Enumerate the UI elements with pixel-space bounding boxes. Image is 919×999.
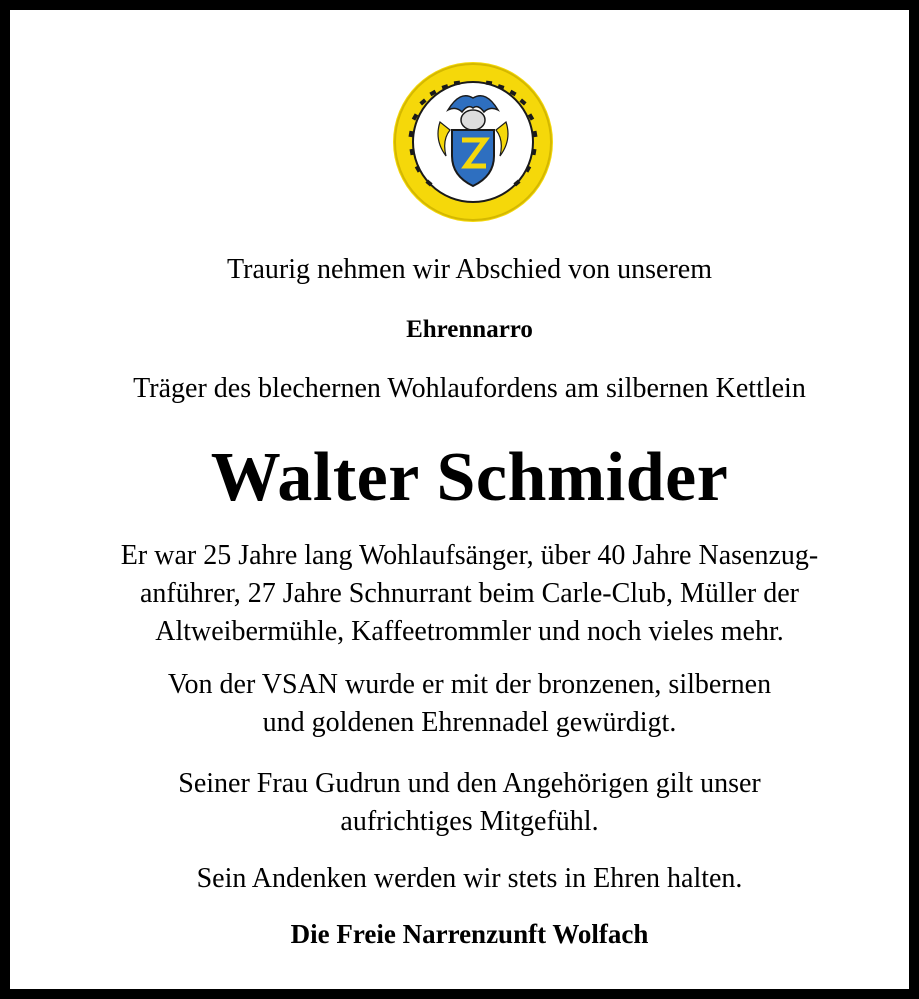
guild-emblem-seal: [390, 60, 556, 224]
career-line: Er war 25 Jahre lang Wohlaufsänger, über 40 Jahre Nasenzug-: [120, 540, 819, 571]
career-line: Altweibermühle, Kaffeetrommler und noch vieles mehr.: [155, 616, 784, 647]
intro-line: Traurig nehmen wir Abschied von unserem: [227, 254, 712, 285]
condolence-paragraph: [10, 765, 919, 841]
career-paragraph: [10, 537, 919, 651]
order-line: Träger des blechernen Wohlaufordens am silbernen Kettlein: [133, 373, 806, 404]
honors-line: und goldenen Ehrennadel gewürdigt.: [262, 707, 677, 738]
memory-line: Sein Andenken werden wir stets in Ehren halten.: [196, 863, 743, 894]
career-line: anführer, 27 Jahre Schnurrant beim Carle-Club, Müller der: [140, 578, 799, 609]
signature: Die Freie Narrenzunft Wolfach: [290, 919, 649, 949]
deceased-name: Walter Schmider: [210, 439, 729, 516]
honors-line: Von der VSAN wurde er mit der bronzenen, silbernen: [167, 669, 772, 700]
honors-paragraph: [10, 666, 919, 742]
condolence-line: aufrichtiges Mitgefühl.: [340, 806, 599, 837]
condolence-line: Seiner Frau Gudrun und den Angehörigen gilt unser: [178, 768, 761, 799]
honorary-title: Ehrennarro: [406, 316, 533, 343]
